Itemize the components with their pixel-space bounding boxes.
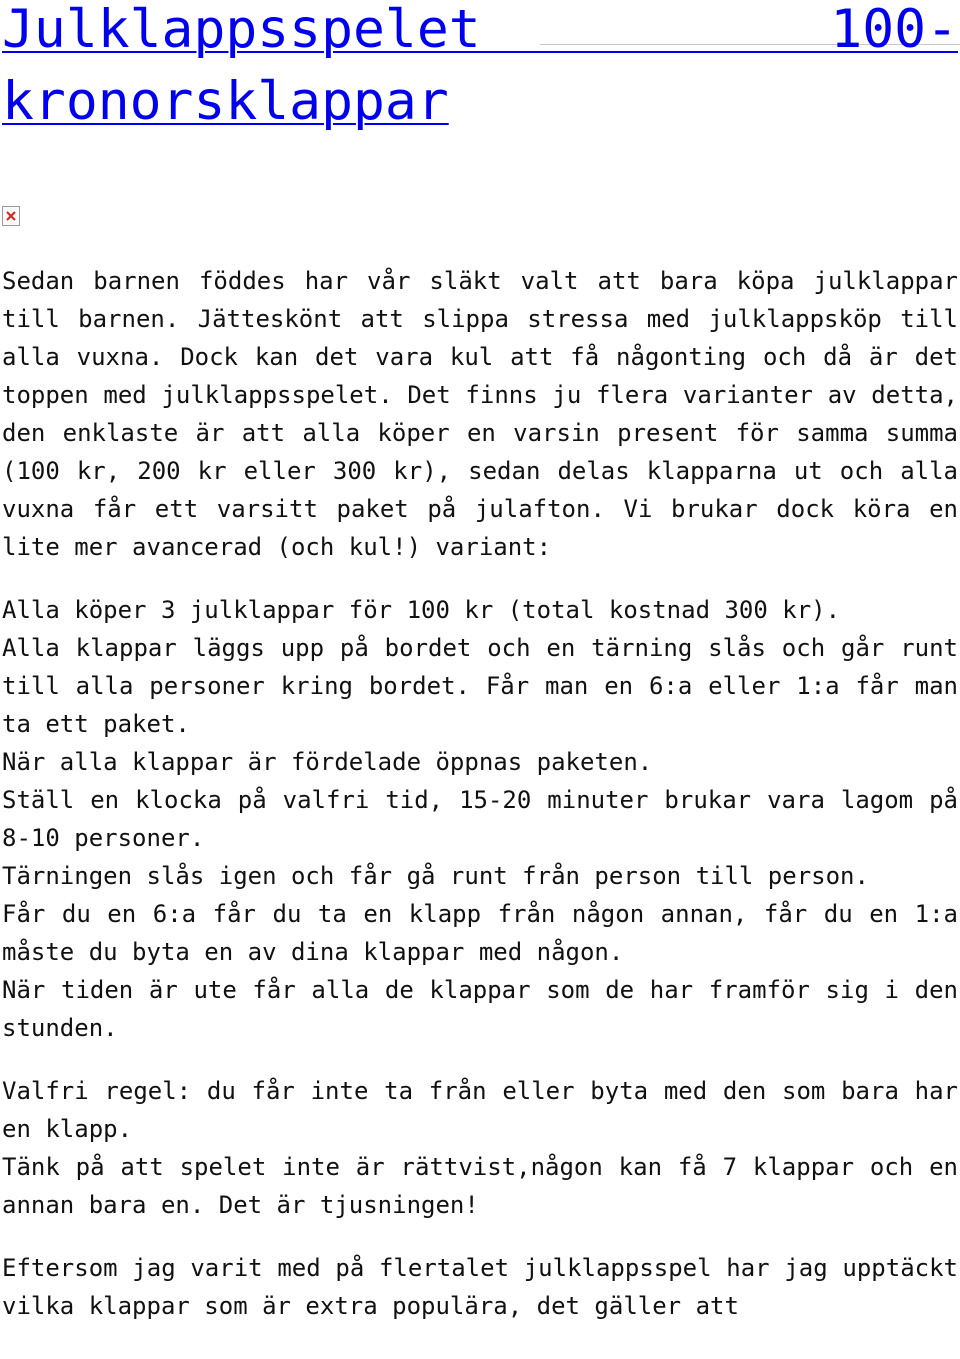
article-title-link[interactable]: Julklappsspelet 100-kronorsklappar [2,0,958,132]
paragraph-rule-4: Ställ en klocka på valfri tid, 15-20 minuter brukar vara lagom på 8-10 personer. [2,786,958,852]
paragraph-rule-1: Alla köper 3 julklappar för 100 kr (total kostnad 300 kr). [2,596,841,624]
paragraph-intro: Sedan barnen föddes har vår släkt valt att bara köpa julklappar till barnen. Jätteskönt att slippa stressa med julklappsköp till alla vuxna. Dock kan det vara kul att få någonting och då är det toppen med julklappsspelet. Det finns ju flera varianter av detta, den enklaste är att alla köper en varsin present för samma summa (100 kr, 200 kr eller 300 kr), sedan delas klapparna ut och alla vuxna får ett varsitt paket på julafton. Vi brukar dock köra en lite mer avancerad (och kul!) variant: [2,267,958,561]
paragraph-note: Tänk på att spelet inte är rättvist,någon kan få 7 klappar och en annan bara en. Det är tjusningen! [2,1153,958,1219]
paragraph-rule-5: Tärningen slås igen och får gå runt från person till person. [2,862,869,890]
paragraph-rule-3: När alla klappar är fördelade öppnas paketen. [2,748,653,776]
article-body [2,262,958,1325]
paragraph-popular: Eftersom jag varit med på flertalet julklappsspel har jag upptäckt vilka klappar som är extra populära, det gäller att [2,1254,958,1320]
paragraph-rule-2: Alla klappar läggs upp på bordet och en tärning slås och går runt till alla personer kring bordet. Får man en 6:a eller 1:a får man ta ett paket. [2,634,958,738]
broken-image-icon [2,206,20,226]
paragraph-optional-rule: Valfri regel: du får inte ta från eller byta med den som bara har en klapp. [2,1077,958,1143]
paragraph-rule-7: När tiden är ute får alla de klappar som de har framför sig i den stunden. [2,976,958,1042]
paragraph-rule-6: Får du en 6:a får du ta en klapp från någon annan, får du en 1:a måste du byta en av dina klappar med någon. [2,900,958,966]
